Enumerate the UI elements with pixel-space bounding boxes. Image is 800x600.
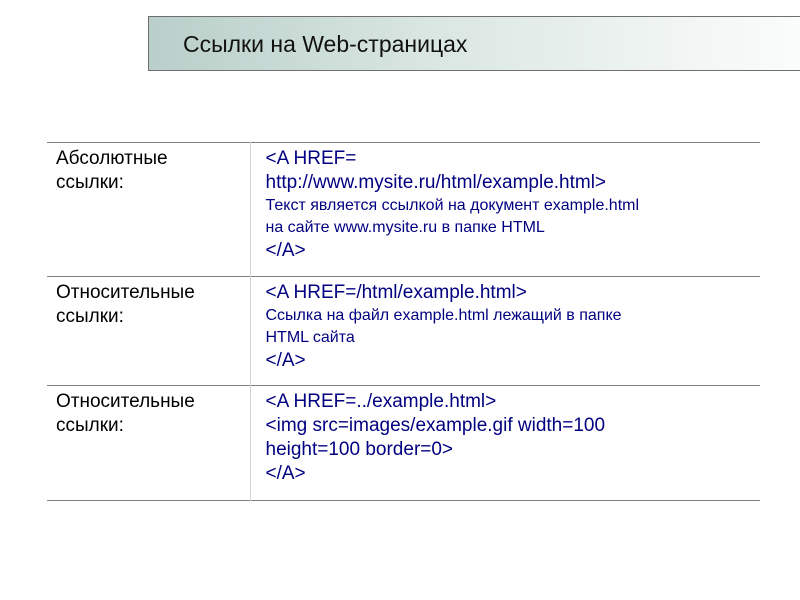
code-line: <img src=images/example.gif width=100 [265,415,606,436]
code-line: </A> [265,463,306,484]
code-line: </A> [265,240,306,261]
row-label-cell [47,386,250,501]
row-label-line: Относительные [56,282,195,303]
row-label-line: Абсолютные [56,148,168,169]
description-line: HTML сайта [265,329,355,346]
row-label-line: Относительные [56,391,195,412]
row-label-line: ссылки: [56,306,124,327]
links-table [47,142,760,501]
code-line: <A HREF=../example.html> [265,391,497,412]
row-label-line: ссылки: [56,415,124,436]
code-line: http://www.mysite.ru/html/example.html> [265,172,607,193]
row-label-line: ссылки: [56,172,124,193]
row-label-cell [47,277,250,386]
row-code-cell [250,277,760,386]
row-label-cell [47,143,250,277]
row-code-cell [250,386,760,501]
description-line: Ссылка на файл example.html лежащий в папке [265,307,622,324]
row-code-cell [250,143,760,277]
slide-title: Ссылки на Web-страницах [183,31,468,57]
code-line: <A HREF= [265,148,357,169]
table-row [47,386,760,501]
title-banner [148,16,800,71]
table-row [47,143,760,277]
description-line: Текст является ссылкой на документ example.html [265,197,640,214]
code-line: height=100 border=0> [265,439,454,460]
table-row [47,277,760,386]
code-line: <A HREF=/html/example.html> [265,282,527,303]
code-line: </A> [265,350,306,371]
description-line: на сайте www.mysite.ru в папке HTML [265,219,545,236]
